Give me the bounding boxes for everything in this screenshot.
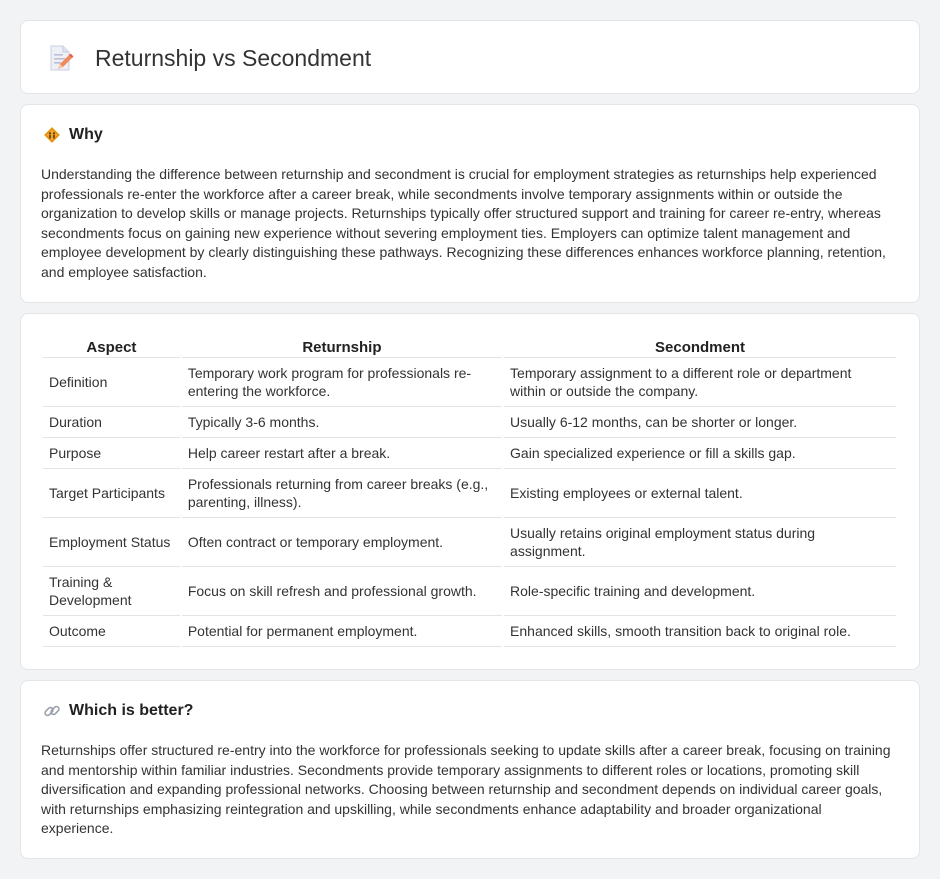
- returnship-cell: Professionals returning from career breaks (e.g., parenting, illness).: [182, 469, 502, 518]
- header-card: [20, 20, 920, 94]
- aspect-cell: Definition: [43, 358, 180, 407]
- page-header: [45, 42, 371, 74]
- secondment-cell: Gain specialized experience or fill a skills gap.: [504, 438, 896, 469]
- table-header-row: [43, 334, 896, 358]
- why-section: [20, 104, 920, 303]
- table-row: [43, 407, 896, 438]
- returnship-cell: Often contract or temporary employment.: [182, 518, 502, 567]
- header-secondment: Secondment: [504, 334, 896, 358]
- table-row: [43, 438, 896, 469]
- aspect-cell: Target Participants: [43, 469, 180, 518]
- returnship-cell: Typically 3-6 months.: [182, 407, 502, 438]
- aspect-cell: Employment Status: [43, 518, 180, 567]
- table-row: [43, 358, 896, 407]
- secondment-cell: Existing employees or external talent.: [504, 469, 896, 518]
- table-row: [43, 469, 896, 518]
- aspect-cell: Purpose: [43, 438, 180, 469]
- returnship-cell: Temporary work program for professionals re-entering the workforce.: [182, 358, 502, 407]
- header-aspect: Aspect: [43, 334, 180, 358]
- comparison-table: [41, 334, 898, 647]
- secondment-cell: Enhanced skills, smooth transition back to original role.: [504, 616, 896, 647]
- returnship-cell: Help career restart after a break.: [182, 438, 502, 469]
- secondment-cell: Usually 6-12 months, can be shorter or longer.: [504, 407, 896, 438]
- table-row: [43, 567, 896, 616]
- table-row: [43, 518, 896, 567]
- aspect-cell: Outcome: [43, 616, 180, 647]
- table-row: [43, 616, 896, 647]
- returnship-cell: Potential for permanent employment.: [182, 616, 502, 647]
- secondment-cell: Role-specific training and development.: [504, 567, 896, 616]
- aspect-cell: Training & Development: [43, 567, 180, 616]
- document-pencil-icon: [45, 43, 75, 73]
- secondment-cell: Usually retains original employment status during assignment.: [504, 518, 896, 567]
- better-text: Returnships offer structured re-entry into the workforce for professionals seeking to update skills after a career break, focusing on training and mentorship within familiar industries. Secondments provide temporary assignments to different roles or locations, promoting skill diversification and expanding professional networks. Choosing between returnship and secondment depends on individual career goals, with returnships emphasizing reintegration and upskilling, while secondments enhance adaptability and broader organizational experience.: [41, 742, 891, 836]
- aspect-cell: Duration: [43, 407, 180, 438]
- better-title: Which is better?: [69, 702, 194, 719]
- which-is-better-section: [20, 680, 920, 859]
- diamond-sign-icon: [43, 126, 61, 144]
- secondment-cell: Temporary assignment to a different role or department within or outside the company.: [504, 358, 896, 407]
- page-title: Returnship vs Secondment: [95, 44, 372, 71]
- why-heading: [43, 126, 103, 144]
- better-heading: [43, 702, 193, 720]
- why-title: Why: [69, 126, 103, 143]
- header-returnship: Returnship: [182, 334, 502, 358]
- comparison-section: [20, 313, 920, 670]
- returnship-cell: Focus on skill refresh and professional growth.: [182, 567, 502, 616]
- why-text: Understanding the difference between returnship and secondment is crucial for employment strategies as returnships help experienced professionals re-enter the workforce after a career break, while secondments involve temporary assignments within or outside the organization to develop skills or manage projects. Returnships typically offer structured support and training for career re-entry, whereas secondments focus on gaining new experience without severing employment ties. Employers can optimize talent management and employee development by clearly distinguishing these pathways. Recognizing these differences enhances workforce planning, retention, and employee satisfaction.: [41, 166, 886, 280]
- link-icon: [43, 702, 61, 720]
